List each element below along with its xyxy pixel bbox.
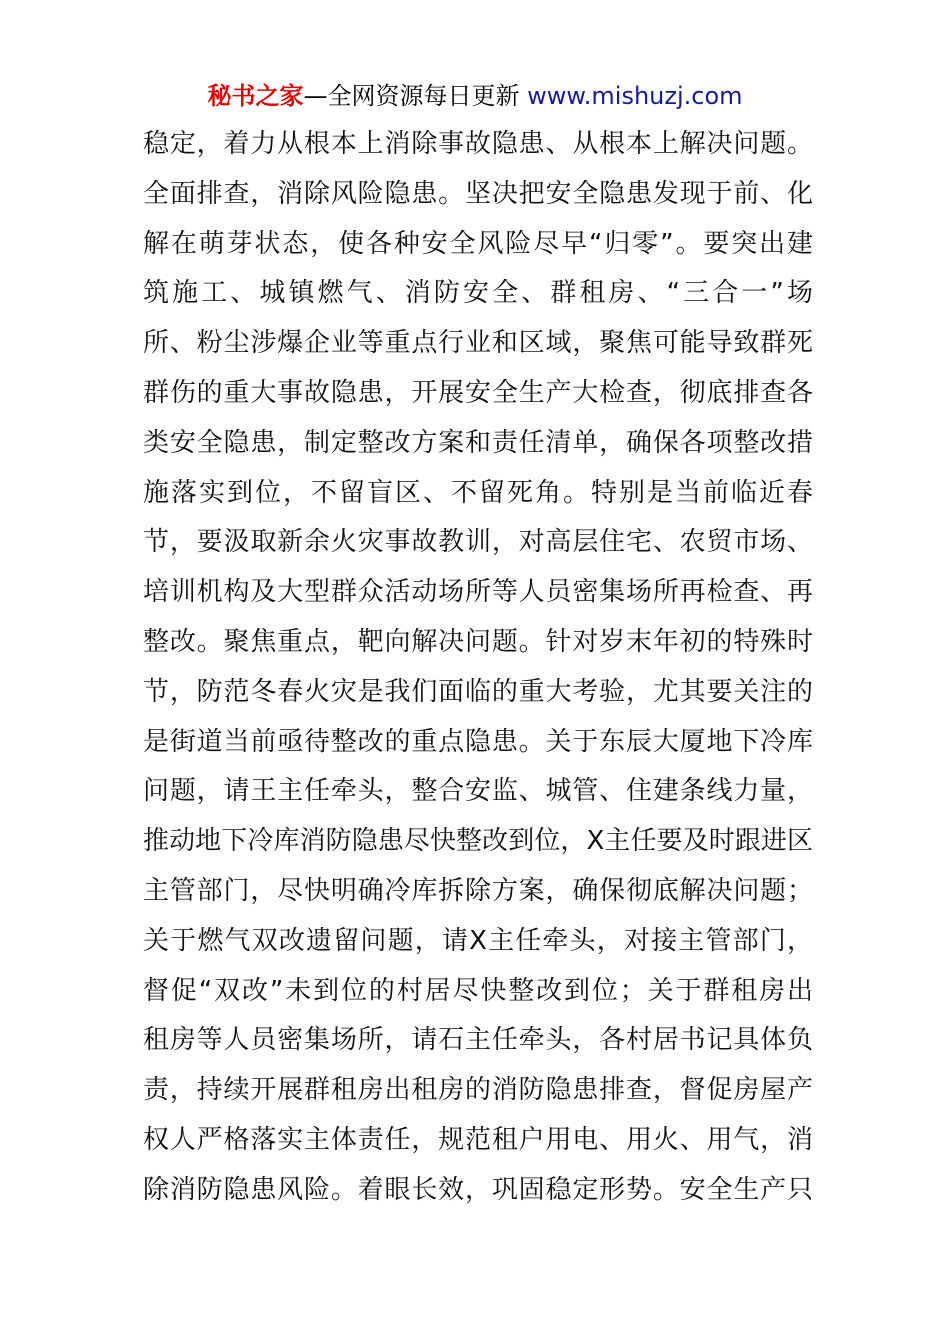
text-line: 权人严格落实主体责任，规范租户用电、用火、用气，消 xyxy=(143,1124,813,1155)
text-line: 群伤的重大事故隐患，开展安全生产大检查，彻底排查各 xyxy=(143,377,813,408)
text-line: 节，防范冬春火灾是我们面临的重大考验，尤其要关注的 xyxy=(143,676,813,707)
text-line: 问题，请王主任牵头，整合安监、城管、住建条线力量， xyxy=(143,776,813,807)
text-line: 所、粉尘涉爆企业等重点行业和区域，聚焦可能导致群死 xyxy=(143,328,813,359)
text-line: 筑施工、城镇燃气、消防安全、群租房、“三合一”场 xyxy=(143,278,813,309)
brand-name: 秘书之家 xyxy=(207,82,304,110)
text-line: 督促“双改”未到位的村居尽快整改到位；关于群租房出 xyxy=(143,975,813,1006)
text-line: 是街道当前亟待整改的重点隐患。关于东辰大厦地下冷库 xyxy=(143,726,813,757)
text-line: 关于燃气双改遗留问题，请X主任牵头，对接主管部门， xyxy=(143,925,813,956)
text-line: 培训机构及大型群众活动场所等人员密集场所再检查、再 xyxy=(143,577,813,608)
document-body xyxy=(143,120,813,1216)
text-line: 施落实到位，不留盲区、不留死角。特别是当前临近春 xyxy=(143,477,813,508)
text-line: 稳定，着力从根本上消除事故隐患、从根本上解决问题。 xyxy=(143,129,813,159)
text-line: 类安全隐患，制定整改方案和责任清单，确保各项整改措 xyxy=(143,427,813,458)
text-line: 主管部门，尽快明确冷库拆除方案，确保彻底解决问题； xyxy=(143,875,813,906)
text-line: 全面排查，消除风险隐患。坚决把安全隐患发现于前、化 xyxy=(143,178,813,209)
text-line: 节，要汲取新余火灾事故教训，对高层住宅、农贸市场、 xyxy=(143,527,813,558)
header-slogan: —全网资源每日更新 xyxy=(303,82,528,110)
site-header xyxy=(0,80,950,112)
text-line: 整改。聚焦重点，靶向解决问题。针对岁末年初的特殊时 xyxy=(143,626,813,657)
text-line: 解在萌芽状态，使各种安全风险尽早“归零”。要突出建 xyxy=(143,228,813,259)
text-line: 责，持续开展群租房出租房的消防隐患排查，督促房屋产 xyxy=(143,1075,813,1106)
text-line: 租房等人员密集场所，请石主任牵头，各村居书记具体负 xyxy=(143,1025,813,1056)
text-line: 除消防隐患风险。着眼长效，巩固稳定形势。安全生产只 xyxy=(143,1174,813,1205)
text-line: 推动地下冷库消防隐患尽快整改到位，X主任要及时跟进区 xyxy=(143,826,813,857)
site-url-link[interactable]: www.mishuzj.com xyxy=(527,82,743,110)
